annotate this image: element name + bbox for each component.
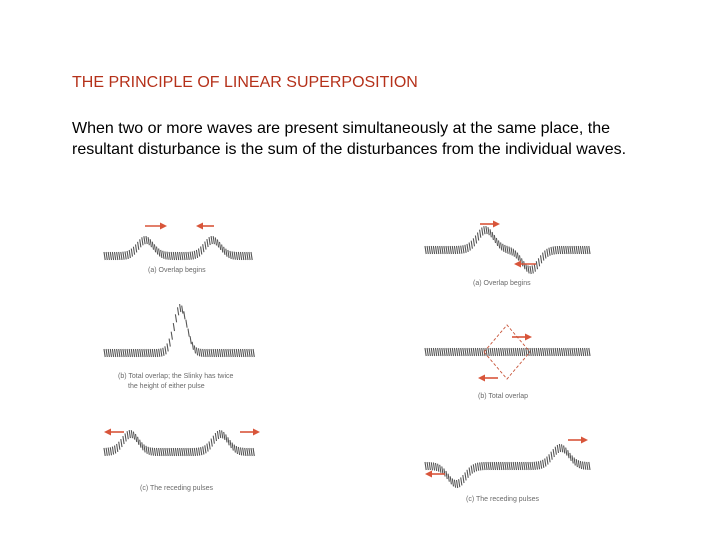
right-arrow-c-left [425, 471, 445, 478]
right-slinky-b [425, 348, 590, 356]
left-caption-c: (c) The receding pulses [140, 485, 214, 492]
right-arrow-c-right [568, 437, 588, 444]
right-arrow-b-left [478, 375, 498, 382]
left-arrow-a-left [196, 223, 214, 230]
left-slinky-c [104, 430, 254, 456]
left-slinky-a [104, 236, 252, 260]
left-caption-b-line2: the height of either pulse [128, 383, 205, 390]
right-caption-c: (c) The receding pulses [466, 496, 540, 503]
left-caption-a: (a) Overlap begins [148, 267, 206, 274]
dashed-upward-pulse [484, 325, 530, 352]
right-slinky-a [425, 226, 590, 274]
slide-body-text: When two or more waves are present simultaneously at the same place, the resultant disturbance is the sum of the disturbances from the individual waves. [72, 120, 627, 158]
right-caption-a: (a) Overlap begins [473, 280, 531, 287]
left-arrow-c-left [104, 429, 124, 436]
right-slinky-c [425, 444, 590, 488]
left-arrow-a-right [145, 223, 167, 230]
right-arrow-a-right [480, 221, 500, 228]
slide-title: THE PRINCIPLE OF LINEAR SUPERPOSITION [72, 74, 418, 91]
left-arrow-c-right [240, 429, 260, 436]
left-slinky-b [104, 304, 254, 357]
left-caption-b-line1: (b) Total overlap; the Slinky has twice [118, 373, 234, 380]
right-caption-b: (b) Total overlap [478, 393, 529, 400]
